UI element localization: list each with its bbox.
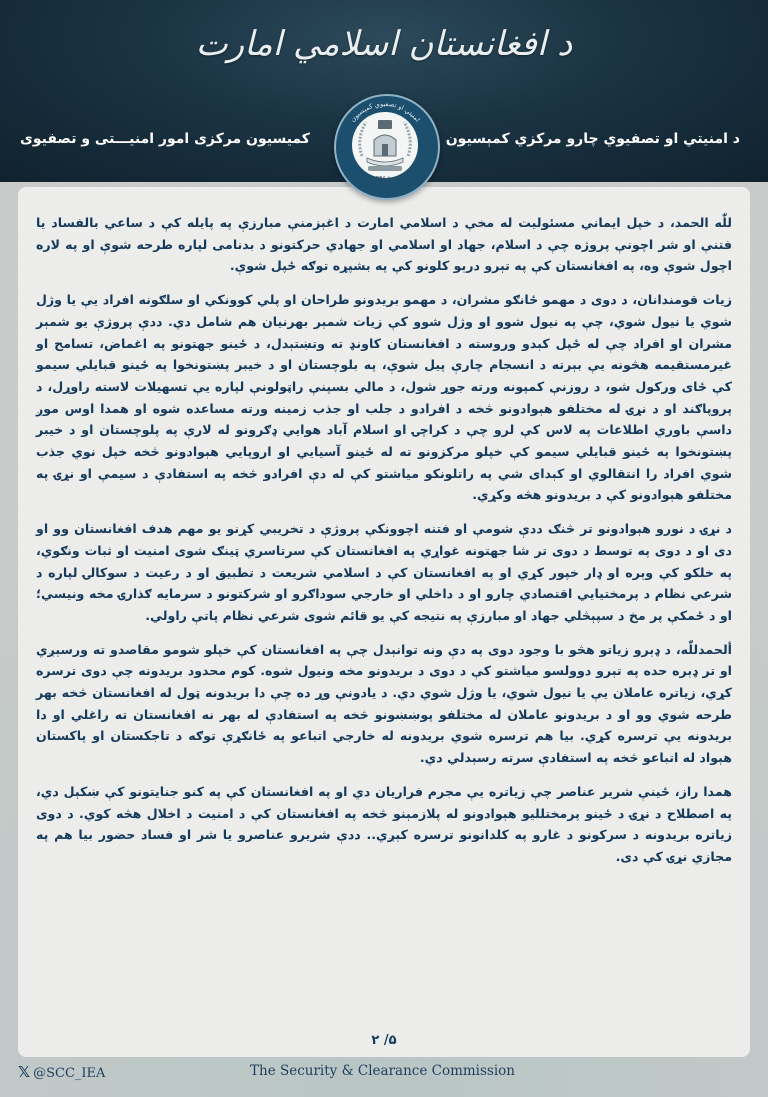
- emblem-ring-text: امنيتي او تصفيوي کمېسيون: [348, 99, 422, 124]
- commission-name-dari: کمیسیون مرکزی امور امنیـــتی و تصفیوی: [20, 131, 310, 147]
- paragraph-2: زيات قومندانان، د دوی د مهمو ځانګو مشران، د مهمو بريدونو طراحان او پلي کوونکي او سلګونه افراد يې يا وژل شوي يا نيول شوي، چې په نيول شوو او وژل شوو کې زيات شمېر بهرنيان هم شامل دي. ددې پروژې يو شمېر مشران او افراد چې له ځپل کېدو وروسته د افغانستان کاونډ ته وتښتېدل، د ځينو جهتونو په اغماض، تسامح او غيرمستقيمه هڅونه يې بېرته د انسجام چارې پيل شوې، په بلوچستان او د خيبر پښتونخوا په ځينو قبايلي سيمو کې ځای ورکول شو، د روزنې کمپونه ورته جوړ شول، د مالي بسپنې راټولونې لپاره يې تسهيلات لاسته راوړل، د پروپاګند او د نړۍ له مختلفو هېوادونو څخه د افرادو د جلب او جذب زمينه ورته مساعده شوه او همدا اوس موږ داسې باوري اطلاعات په لاس کې لرو چې د کراچۍ او اسلام آباد هوايي ډګرونو له لارې په پلوچستان او د خيبر پښتونخوا په ځينو قبايلي سيمو کې خپلو مرکزونو ته له ځينو آسيايي او اروپايي هېوادونو څخه خپل نوي جذب شوي افراد را انتقالوي او کېدای شي په راتلونکو مياشتو کې له دې افرادو څخه په استفادې د سيمې او نړۍ په مختلفو هېوادونو کې د بريدونو هڅه وکړي.: [36, 292, 732, 503]
- paragraph-4: ألحمدللّٰه، د ډېرو زياتو هڅو با وجود دوی په دې ونه توانېدل چې په افغانستان کې خپلو شومو مقاصدو ته ورسېږي او تر ډېره حده په تېرو دوولسو مياشتو کې د دوی د بريدونو مخه ونيول شوه. کوم محدود بريدونه چې دوی ترسره کړي، زياتره عاملان يې يا نيول شوي، يا وژل شوي دي. د يادونې وړ ده چې دا بريدونه ټول له افغانستان څخه بهر طرحه شوي وو او د بريدونو عاملان له مختلفو پوښښونو څخه په استفادې له بهر نه افغانستان ته راغلي او دا بريدونه يې ترسره کړي. بيا هم ترسره شوي بريدونه له خارجي اتباعو په ځانګړې توګه د تاجکستان او پاکستان هېواد له اتباعو څخه په استفادې سرته رسېدلي دي.: [36, 641, 732, 766]
- emblem-icon: [334, 94, 436, 196]
- document-body: [36, 212, 732, 880]
- paragraph-3: د نړۍ د نورو هېوادونو تر څنګ ددې شومې او فتنه اچوونکې پروژې د تخريبي کړنو يو مهم هدف افغانستان وو او دی او د دوی په توسط د دوی تر شا جهتونه غواړي په افغانستان کې سرتاسري ټينګ شوی امنيت او ثبات ونګوي، په خلکو کې وېره او ډار خپور کړي او په افغانستان کې د اسلامي شريعت د تطبيق او د رعيت د سوکالۍ لپاره د شرعي نظام د پرمختيايي اقتصادي چارو او د داخلي او خارجي سوداګرو او شرکتونو د سرمايه ګذارۍ مخه ونيسي؛ او د ځمکې پر مخ د سپېڅلي جهاد او مبارزې په نتيجه کې يو قائم شوی شرعي نظام پاتې راولي.: [36, 521, 732, 623]
- footer-commission-name: The Security & Clearance Commission: [250, 1063, 515, 1079]
- emblem-year: ۱۴۴۶هـ ق: [372, 175, 398, 182]
- emirate-title-calligraphy: د افغانستان اسلامي امارت: [195, 24, 573, 64]
- social-handle-text: @SCC_IEA: [33, 1066, 106, 1081]
- commission-name-pashto: د امنيتي او تصفيوي چارو مرکزي کمېسيون: [445, 131, 740, 147]
- page-number: ۲ /۵: [371, 1033, 397, 1048]
- social-handle[interactable]: [18, 1063, 105, 1081]
- commission-emblem-seal: [334, 94, 440, 200]
- x-logo-icon: 𝕏: [18, 1063, 31, 1081]
- paragraph-5: همدا راز، ځينې شرير عناصر چې زياتره يې مجرم فراريان دي او په افغانستان کې په کنو جنايتونو کې ښکېل دي، په اصطلاح د نړۍ د ځينو پرمختلليو هېوادونو له پلازمېنو څخه په افغانستان کې د امنيت د اخلال هڅه کوي. د دوی زياتره بريدونه د سرکونو د غارو په کلدانونو ترسره کېږي.. ددې شريرو عناصرو يا شر او فساد حضور بيا هم په مجازي نړۍ کې دی.: [36, 783, 732, 864]
- paragraph-1: للّٰه الحمد، د خپل ايماني مسئوليت له مخې د اسلامي امارت د اغېزمنې مبارزې په پايله کې د ساعي بالفساد يا فتنې او شر اچونې پروژه چې د اسلام، جهاد او اسلامي او جهادي حرکتونو د بدنامی لپاره طرحه شوې او په لاره اچول شوې وه، په افغانستان کې په تېرو درېو کلونو کې په بشپړه توګه ځپل شوې.: [36, 215, 732, 274]
